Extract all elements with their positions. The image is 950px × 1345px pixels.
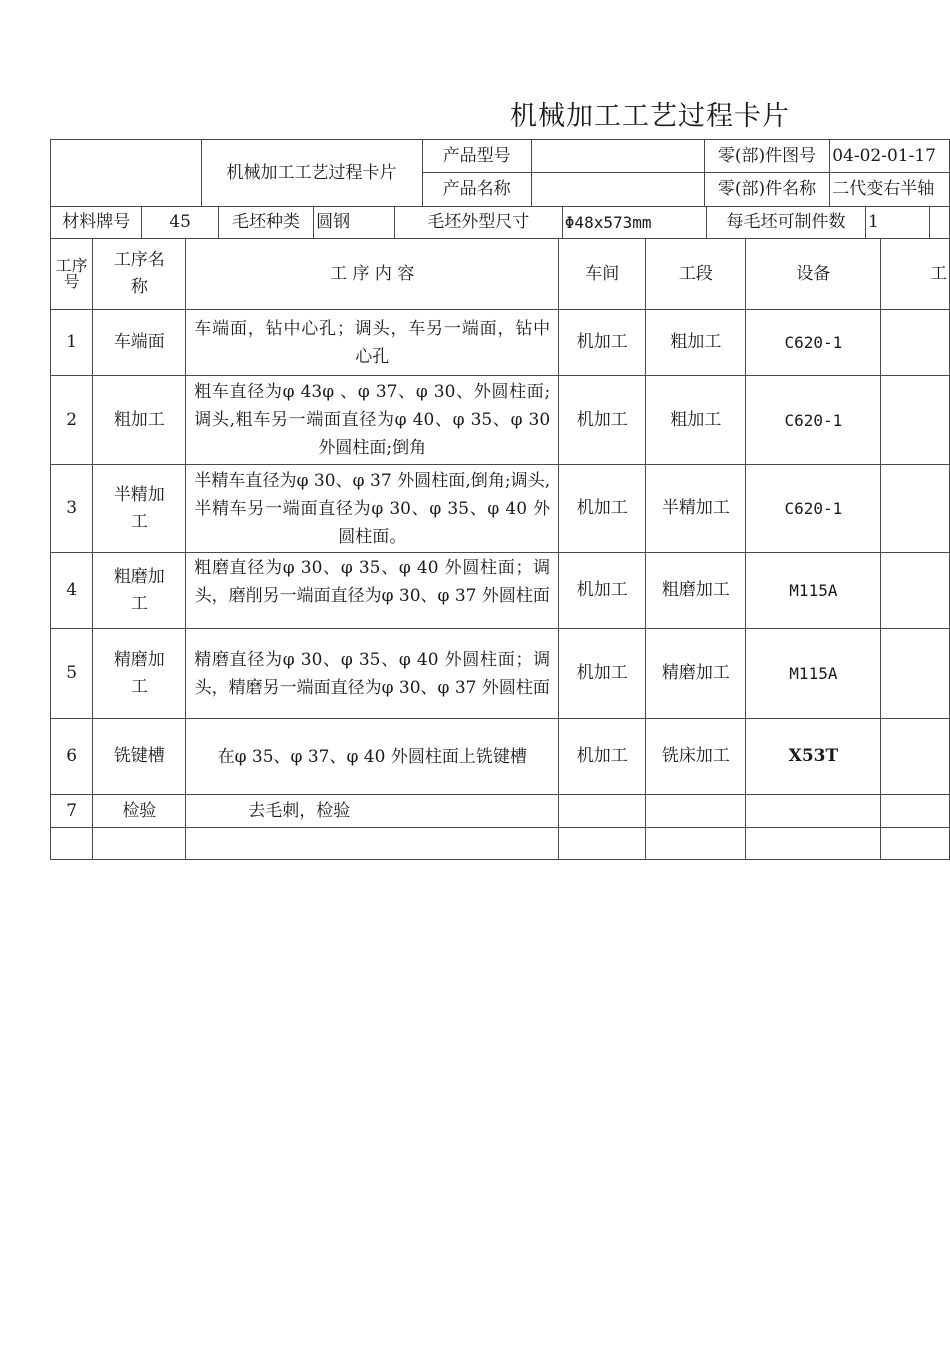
card-header-table [50, 139, 950, 207]
op-name: 铣键槽 [93, 719, 186, 795]
op-workshop [559, 795, 646, 828]
op-name: 粗加工 [93, 376, 186, 465]
card-name: 机械加工工艺过程卡片 [201, 140, 422, 207]
blank-size-value: Φ48x573mm [562, 207, 706, 239]
col-header-workshop: 车间 [559, 239, 646, 310]
op-seq: 6 [51, 719, 93, 795]
table-row [51, 310, 950, 376]
logo-cell [51, 140, 202, 207]
op-tooling [881, 629, 950, 719]
op-name: 检验 [93, 795, 186, 828]
document-title: 机械加工工艺过程卡片 [510, 101, 790, 132]
col-header-tooling: 工 [881, 239, 950, 310]
op-content: 在φ 35、φ 37、φ 40 外圆柱面上铣键槽 [186, 719, 559, 795]
col-header-name: 工序名称 [93, 239, 186, 310]
op-equipment: X53T [746, 719, 881, 795]
empty-cell [881, 828, 950, 860]
op-seq: 1 [51, 310, 93, 376]
part-no-label: 零(部)件图号 [704, 140, 829, 173]
op-seq: 3 [51, 465, 93, 553]
op-equipment [746, 795, 881, 828]
op-content: 粗磨直径为φ 30、φ 35、φ 40 外圆柱面；调头，磨削另一端面直径为φ 30、φ 37 外圆柱面 [186, 553, 559, 629]
op-section: 粗加工 [646, 376, 746, 465]
op-name: 精磨加工 [93, 629, 186, 719]
table-row [51, 828, 950, 860]
op-equipment: M115A [746, 629, 881, 719]
empty-cell [186, 828, 559, 860]
empty-cell [51, 828, 93, 860]
product-model-value [531, 140, 704, 173]
table-row [51, 553, 950, 629]
op-workshop: 机加工 [559, 465, 646, 553]
col-header-seq: 工序号 [51, 239, 93, 310]
op-workshop: 机加工 [559, 310, 646, 376]
part-no-value: 04-02-01-17 [830, 140, 950, 173]
op-equipment: C620-1 [746, 310, 881, 376]
material-grade-value: 45 [142, 207, 218, 239]
op-content: 去毛刺，检验 [186, 795, 559, 828]
op-name: 半精加工 [93, 465, 186, 553]
material-empty-cell [930, 207, 950, 239]
op-workshop: 机加工 [559, 719, 646, 795]
operations-table [50, 238, 950, 860]
op-workshop: 机加工 [559, 376, 646, 465]
op-tooling [881, 553, 950, 629]
op-section [646, 795, 746, 828]
op-content: 粗车直径为φ 43φ 、φ 37、φ 30、外圆柱面;调头,粗车另一端面直径为φ 40、φ 35、φ 30外圆柱面;倒角 [186, 376, 559, 465]
product-name-label: 产品名称 [422, 173, 531, 207]
part-name-label: 零(部)件名称 [704, 173, 829, 207]
op-seq: 7 [51, 795, 93, 828]
op-equipment: C620-1 [746, 465, 881, 553]
op-tooling [881, 719, 950, 795]
op-tooling [881, 795, 950, 828]
material-table [50, 206, 950, 239]
material-grade-label: 材料牌号 [51, 207, 142, 239]
empty-cell [646, 828, 746, 860]
col-header-content: 工 序 内 容 [186, 239, 559, 310]
col-header-section: 工段 [646, 239, 746, 310]
op-section: 半精加工 [646, 465, 746, 553]
op-tooling [881, 465, 950, 553]
op-seq: 4 [51, 553, 93, 629]
blank-type-value: 圆钢 [314, 207, 395, 239]
empty-cell [93, 828, 186, 860]
pieces-value: 1 [865, 207, 929, 239]
op-workshop: 机加工 [559, 629, 646, 719]
op-tooling [881, 310, 950, 376]
table-row [51, 376, 950, 465]
part-name-value: 二代变右半轴 [830, 173, 950, 207]
table-row [51, 465, 950, 553]
op-section: 铣床加工 [646, 719, 746, 795]
op-equipment: C620-1 [746, 376, 881, 465]
table-row [51, 719, 950, 795]
op-section: 粗磨加工 [646, 553, 746, 629]
op-name: 粗磨加工 [93, 553, 186, 629]
empty-cell [746, 828, 881, 860]
product-model-label: 产品型号 [422, 140, 531, 173]
op-seq: 2 [51, 376, 93, 465]
op-tooling [881, 376, 950, 465]
table-row [51, 629, 950, 719]
blank-type-label: 毛坯种类 [218, 207, 313, 239]
blank-size-label: 毛坯外型尺寸 [394, 207, 562, 239]
col-header-equipment: 设备 [746, 239, 881, 310]
table-row [51, 795, 950, 828]
empty-cell [559, 828, 646, 860]
op-content: 车端面，钻中心孔；调头，车另一端面，钻中心孔 [186, 310, 559, 376]
op-seq: 5 [51, 629, 93, 719]
op-content: 半精车直径为φ 30、φ 37 外圆柱面,倒角;调头,半精车另一端面直径为φ 30、φ 35、φ 40 外圆柱面。 [186, 465, 559, 553]
op-name: 车端面 [93, 310, 186, 376]
op-equipment: M115A [746, 553, 881, 629]
pieces-label: 每毛坯可制件数 [707, 207, 866, 239]
op-workshop: 机加工 [559, 553, 646, 629]
op-section: 精磨加工 [646, 629, 746, 719]
op-content: 精磨直径为φ 30、φ 35、φ 40 外圆柱面；调头，精磨另一端面直径为φ 30、φ 37 外圆柱面 [186, 629, 559, 719]
product-name-value [531, 173, 704, 207]
op-section: 粗加工 [646, 310, 746, 376]
